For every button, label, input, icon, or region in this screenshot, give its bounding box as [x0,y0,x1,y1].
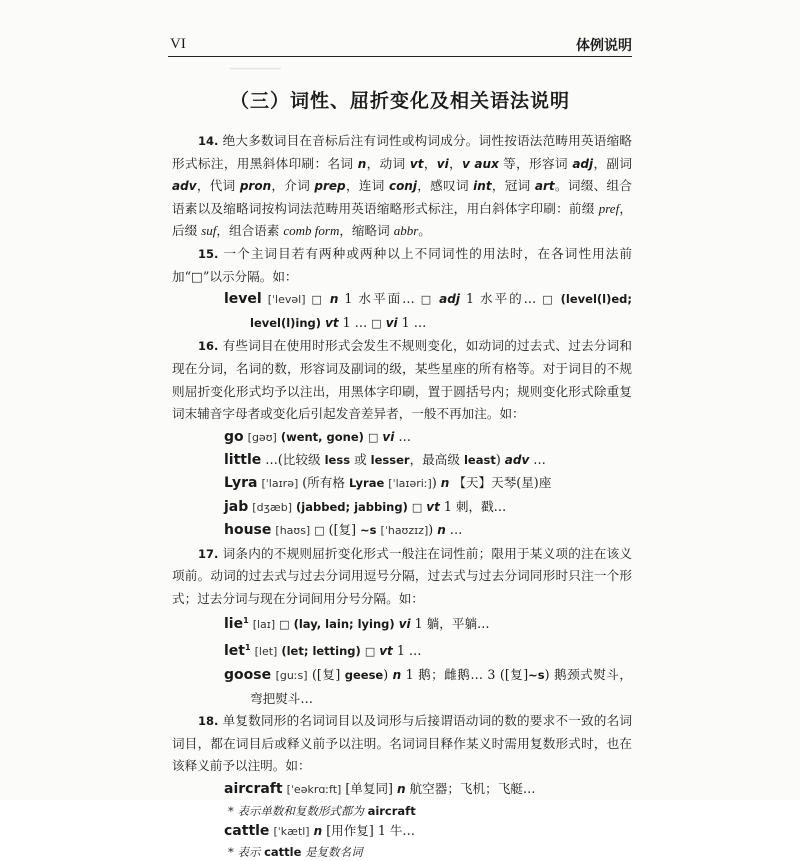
note-cattle: * 表示 cattle 是复数名词 [228,845,363,860]
example-entry-go: go [gəʊ] (went, gone) □ vi … [224,428,411,445]
example-entry-cattle: cattle [ˈkætl] n [用作复] 1 牛… [224,822,416,839]
example-entry-jab: jab [dʒæb] (jabbed; jabbing) □ vt 1 刺，戳… [224,498,507,515]
paragraph-number: 17. [198,546,219,561]
paragraph-18: 18. 单复数同形的名词词目以及词形与后接谓语动词的数的要求不一致的名词词目，都在词目后或释义前予以注明。名词词目释作某义时需用复数形式时，也在该释义前予以注明。如： [172,713,632,774]
chapter-title: （三）词性、屈折变化及相关语法说明 [229,90,570,112]
example-entry-lie: lie$^1$ [laɪ] □ (lay, lain; lying) vi 1 躺，平躺… [224,616,490,633]
body-text [172,130,632,861]
paragraph-14: 14. 绝大多数词目在音标后注有词性或构词成分。词性按语法范畴用英语缩略形式标注，用黑斜体印刷：名词 n，动词 vt，vi，v aux 等，形容词 adj，副词 adv，代词 pron，介词 prep，连词 conj，感叹词 int，冠词 art。词缀、组合语素以及缩略词按构词法范畴用英语缩略形式标注，用白斜体字印刷：前缀 pref，后缀 suf，组合语素 comb form，缩略词 abbr。 [172,133,633,239]
paragraph-number: 15. [198,246,219,261]
example-entry-lyra: Lyra [ˈlaɪrə] (所有格 Lyrae [ˈlaɪəriː]) n 【天】天琴(星)座 [224,474,552,491]
example-entry-let: let$^1$ [let] (let; letting) □ vt 1 … [224,643,422,660]
paragraph-17: 17. 词条内的不规则屈折变化形式一般注在词性前；限用于某义项的注在该义项前。动词的过去式与过去分词用逗号分隔，过去式与过去分词同形时只注一个形式；过去分词与现在分词间用分号分隔。如： [172,545,632,606]
example-entry-house: house [haʊs] □ ([复] ~s [ˈhaʊzɪz]) n … [224,522,463,539]
paragraph-15: 15. 一个主词目若有两种或两种以上不同词性的用法时，在各词性用法前加“□”以示分隔。如： [172,245,633,284]
example-entry-aircraft: aircraft [ˈeəkrɑːft] [单复同] n 航空器；飞机；飞艇… [224,781,536,797]
note-aircraft: * 表示单数和复数形式都为 aircraft [228,803,416,818]
example-entry-little: little …(比较级 less 或 lesser，最高级 least) adv … [224,452,546,469]
paragraph-16: 16. 有些词目在使用时形式会发生不规则变化，如动词的过去式、过去分词和现在分词，名词的数，形容词及副词的级，某些星座的所有格等。对于词目的不规则屈折变化形式均予以注出，用黑体字印刷，置于圆括号内；规则变化形式除重复词末辅音字母者或变化后引起发音差异者，一般不再加注。如： [172,338,632,422]
paragraph-number: 16. [198,339,219,354]
example-entry-goose: goose [guːs] ([复] geese) n 1 鹅；雌鹅… 3 ([复]~s) 鹅颈式熨斗，弯把熨斗… [224,667,632,706]
page-header [168,30,632,57]
paragraph-number: 14. [198,134,219,148]
page-number: VI [170,36,186,52]
section-title: 体例说明 [576,38,632,54]
bleed-through: ▔▔▔▔▔▔ [230,68,281,81]
paragraph-number: 18. [198,714,219,729]
example-entry-level: level [ˈlevəl] □ n 1 水平面… □ adj 1 水平的… □ (level(l)ed; level(l)ing) vt 1 … □ vi 1 … [224,291,632,330]
